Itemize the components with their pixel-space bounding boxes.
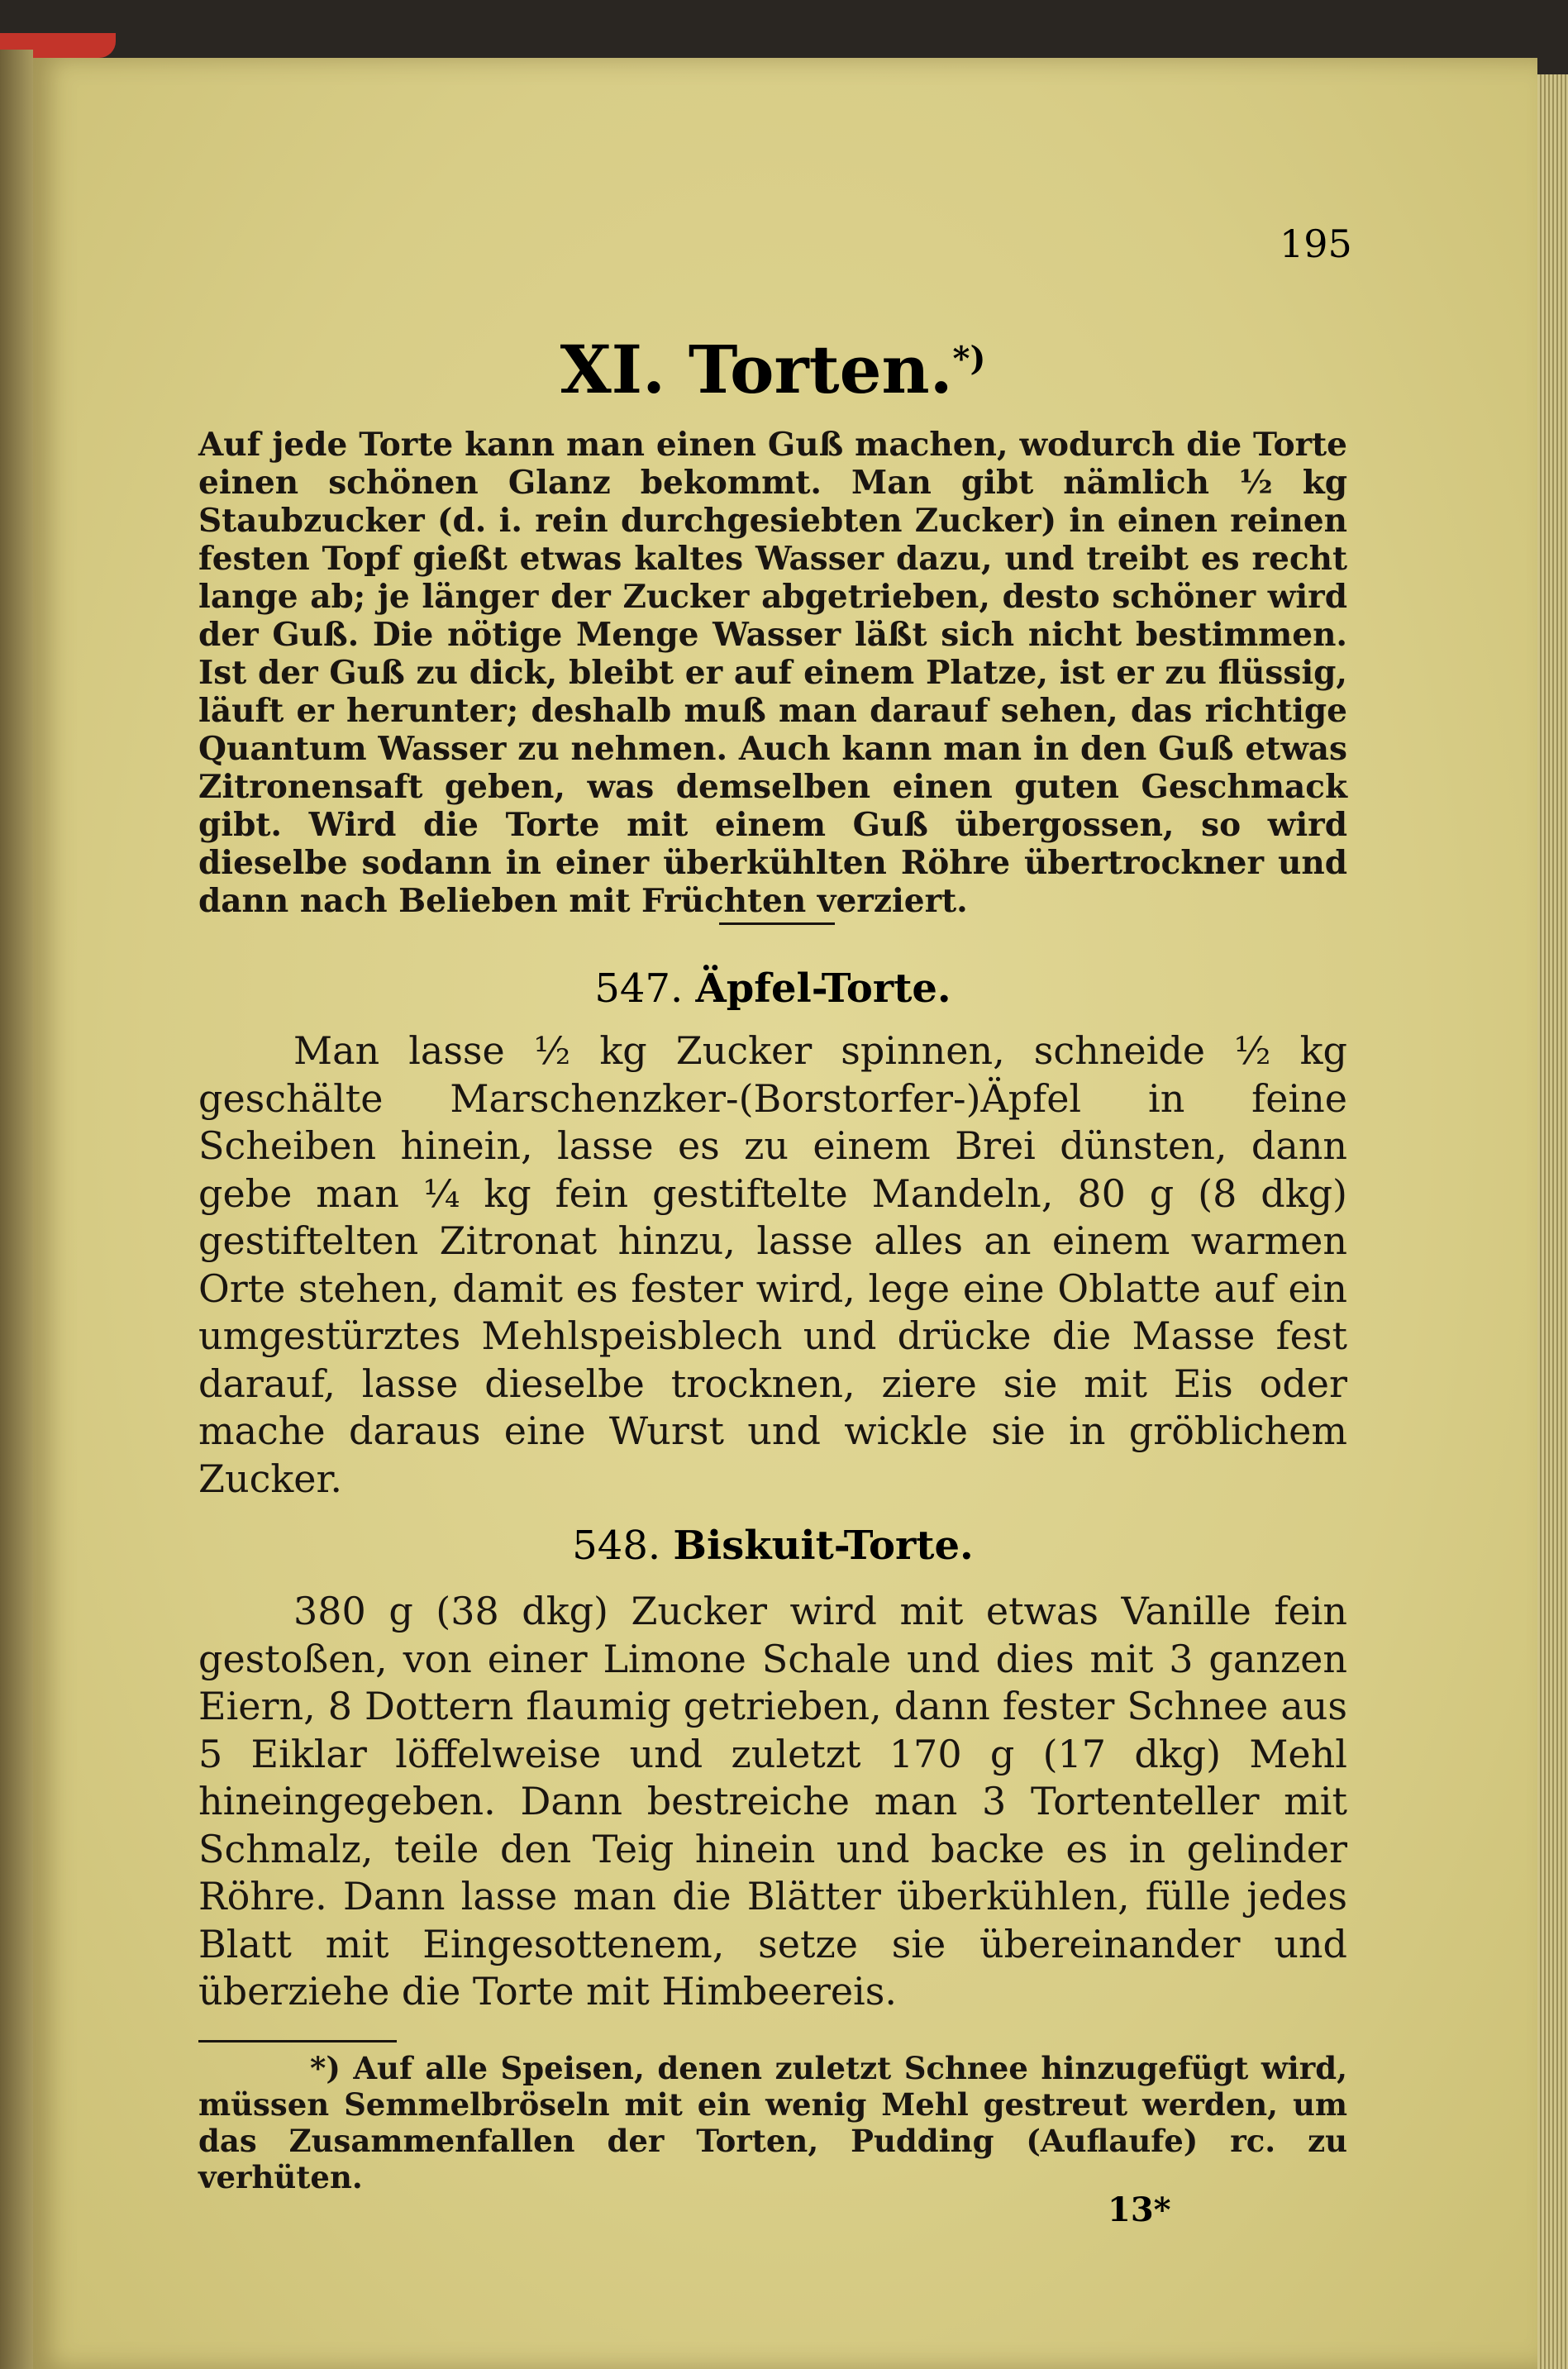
intro-paragraph: Auf jede Torte kann man einen Guß machen, wodurch die Torte einen schönen Glanz bekommt. Man gibt nämlich ½ kg Staubzucker (d. i. rein durchgesiebten Zucker) in einen reinen festen Topf gießt etwas kaltes Wasser dazu, und treibt es recht lange ab; je länger der Zucker abgetrieben, desto schöner wird der Guß. Die nötige Menge Wasser läßt sich nicht bestimmen. Ist der Guß zu dick, bleibt er auf einem Platze, ist er zu flüssig, läuft er herunter; deshalb muß man darauf sehen, das richtige Quantum Wasser zu nehmen. Auch kann man in den Guß etwas Zitronensaft geben, was demselben einen guten Geschmack gibt. Wird die Torte mit einem Guß übergossen, so wird dieselbe sodann in einer überkühlten Röhre übertrockner und dann nach Belieben mit Früchten verziert. xyxy=(198,426,1347,920)
recipe-number: 548. xyxy=(572,1523,661,1569)
recipe-name: Äpfel-Torte. xyxy=(695,965,951,1012)
recipe-text: Man lasse ½ kg Zucker spinnen, schneide ½ kg geschälte Marschenzker-(Borstorfer-)Äpfel in feine Scheiben hinein, lasse es zu einem Brei dünsten, dann gebe man ¼ kg fein gestiftelte Mandeln, 80 g (8 dkg) gestiftelten Zitronat hinzu, lasse alles an einem warmen Orte stehen, damit es fester wird, lege eine Oblatte auf ein umgestürztes Mehlspeisblech und drücke die Masse fest darauf, lasse dieselbe trocknen, ziere sie mit Eis oder mache daraus eine Wurst und wickle sie in gröblichem Zucker. xyxy=(198,1028,1347,1501)
chapter-numeral: XI. xyxy=(560,331,665,408)
recipe-text: 380 g (38 dkg) Zucker wird mit etwas Vanille fein gestoßen, von einer Limone Schale und dies mit 3 ganzen Eiern, 8 Dottern flaumig getrieben, dann fester Schnee aus 5 Eiklar löffelweise und zuletzt 170 g (17 dkg) Mehl hineingegeben. Dann bestreiche man 3 Tortenteller mit Schmalz, teile den Teig hinein und backe es in gelinder Röhre. Dann lasse man die Blätter überkühlen, fülle jedes Blatt mit Eingesottenem, setze sie übereinander und überziehe die Torte mit Himbeereis. xyxy=(198,1589,1347,2014)
signature-mark: 13* xyxy=(1108,2190,1171,2229)
recipe-547-title xyxy=(198,965,1347,1012)
footnote-divider xyxy=(198,2040,397,2042)
chapter-footnote-mark: *) xyxy=(952,339,986,379)
page-stack-edge xyxy=(1537,74,1568,2369)
chapter-name: Torten. xyxy=(688,331,953,408)
footnote xyxy=(198,2050,1347,2195)
page-number: 195 xyxy=(1280,222,1352,266)
chapter-title xyxy=(198,331,1347,408)
footnote-text: *) Auf alle Speisen, denen zuletzt Schnee hinzugefügt wird, müssen Semmelbröseln mit ein wenig Mehl gestreut werden, um das Zusammenfallen der Torten, Pudding (Auflaufe) rc. zu verhüten. xyxy=(198,2050,1347,2195)
recipe-number: 547. xyxy=(594,965,684,1012)
recipe-548-title xyxy=(198,1523,1347,1569)
recipe-547-body xyxy=(198,1027,1347,1503)
section-divider xyxy=(719,922,835,925)
recipe-548-body xyxy=(198,1588,1347,2016)
recipe-name: Biskuit-Torte. xyxy=(673,1523,974,1569)
facing-page-edge xyxy=(0,50,33,2369)
